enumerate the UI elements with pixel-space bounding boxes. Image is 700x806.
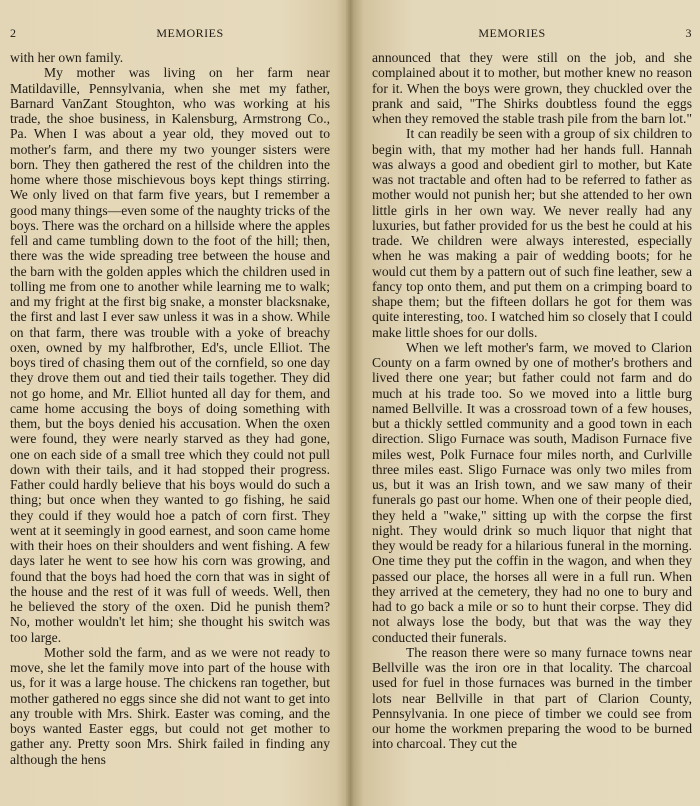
right-page-text bbox=[372, 50, 692, 752]
right-running-head bbox=[372, 26, 692, 44]
left-page-text bbox=[10, 50, 330, 767]
paragraph: with her own family. bbox=[10, 50, 124, 65]
book-gutter bbox=[346, 0, 354, 806]
paragraph: Mother sold the farm, and as we were not ready to move, she let the family move into part of the house with us, for it was a large house. The chickens ran together, but mother gathered no eggs since she did not want to get into any trouble with Mrs. Shirk. Easter was coming, and the boys wanted Easter eggs, but could not get mother to gather any. Pretty soon Mrs. Shirk failed in finding any although the hens bbox=[10, 644, 330, 767]
right-page bbox=[350, 0, 700, 806]
left-page-number: 2 bbox=[10, 26, 17, 40]
paragraph: My mother was living on her farm near Matildaville, Pennsylvania, when she met my father, Barnard VanZant Stoughton, who was working at his trade, the shoe business, in Kalensburg, Armstrong Co., Pa. When I was about a year old, they moved out to mother's farm, and there my two younger sisters were born. They then gathered the rest of the children into the home where those mischievous boys kept things stirring. We only lived on that farm five years, but I remember a good many things—even some of the naughty tricks of the boys. There was the orchard on a hillside where the apples fell and came tumbling down to the foot of the hill; then, there was the wide spreading tree between the house and the barn with the golden apples which the children used in tolling me from one to another while learning me to walk; and my fright at the first big snake, a monster blacksnake, the first and last I ever saw unless it was in a show. While on that farm, there was trouble with a yoke of breachy oxen, owned by my halfbrother, Ed's, uncle Elliot. The boys tired of chasing them out of the cornfield, so one day they drove them out and tied their tails together. They did not go home, and Mr. Elliot hunted all day for them, and came home accusing the boys of doing something with them, but the boys denied his accusation. When the oxen were found, they were nearly starved as they had gone, one on each side of a small tree which they could not pull down with their tails, and it had stopped their progress. Father could hardly believe that his boys would do such a thing; but once when they wanted to go fishing, he said they could if they would hoe a patch of corn first. They went at it seemingly in good earnest, and soon came home with their hoes on their shoulders and went fishing. A few days later he went to see how his corn was growing, and found that the boys had hoed the corn that was in sight of the house and the rest of it was full of weeds. Well, then he believed the story of the oxen. Did he punish them? No, mother wouldn't let him; she thought his switch was too large. bbox=[10, 65, 330, 645]
paragraph: It can readily be seen with a group of six children to begin with, that my mother had her hands full. Hannah was always a good and obedient girl to mother, but Kate was not tractable and often had to be referred to father as mother would not punish her; but she attended to her own little girls in her own way. We never really had any luxuries, but father provided for us the best he could at his trade. We children were always interested, especially when he was making a pair of wedding boots; for he would cut them by a pattern out of such fine leather, sew a fancy top onto them, and put them on a crimping board to shape them; but the fifteen dollars he got for them was quite interesting, too. I watched him so closely that I could make little shoes for our dolls. bbox=[372, 126, 692, 340]
paragraph: The reason there were so many furnace towns near Bellville was the iron ore in that locality. The charcoal used for fuel in those furnaces was burned in the timber lots near Bellville in that part of Clarion County, Pennsylvania. In one piece of timber we could see from our home the workmen preparing the wood to be burned into charcoal. They cut the bbox=[372, 644, 692, 752]
left-running-title: MEMORIES bbox=[156, 26, 224, 40]
right-running-title: MEMORIES bbox=[478, 26, 546, 40]
left-running-head bbox=[10, 26, 330, 44]
paragraph: When we left mother's farm, we moved to Clarion County on a farm owned by one of mother's brothers and lived there one year; but father could not farm and do much at his trade too. So we moved into a little burg named Bellville. It was a crossroad town of a few houses, but a thickly settled community and a good town in each direction. Sligo Furnace was south, Madison Furnace five miles west, Polk Furnace four miles north, and Curlville three miles east. Sligo Furnace was only two miles from us, but it was an Irish town, and we saw many of their funerals go past our home. When one of their people died, they held a "wake," sitting up with the corpse the first night. They would drink so much liquor that night that they would be ready for a hilarious funeral in the morning. One time they put the coffin in the wagon, and when they passed our place, the horses all were in a full run. When they arrived at the cemetery, they had no one to bury and had to go back a mile or so to hunt their corpse. They did not always lose the body, but that was the way they conducted their funerals. bbox=[372, 339, 692, 645]
paragraph: announced that they were still on the job, and she complained about it to mother, but mother knew no reason for it. When the boys were grown, they chuckled over the prank and said, "The Shirks doubtless found the eggs when they removed the stable trash pile from the barn lot." bbox=[372, 50, 692, 126]
right-page-number: 3 bbox=[685, 26, 692, 40]
